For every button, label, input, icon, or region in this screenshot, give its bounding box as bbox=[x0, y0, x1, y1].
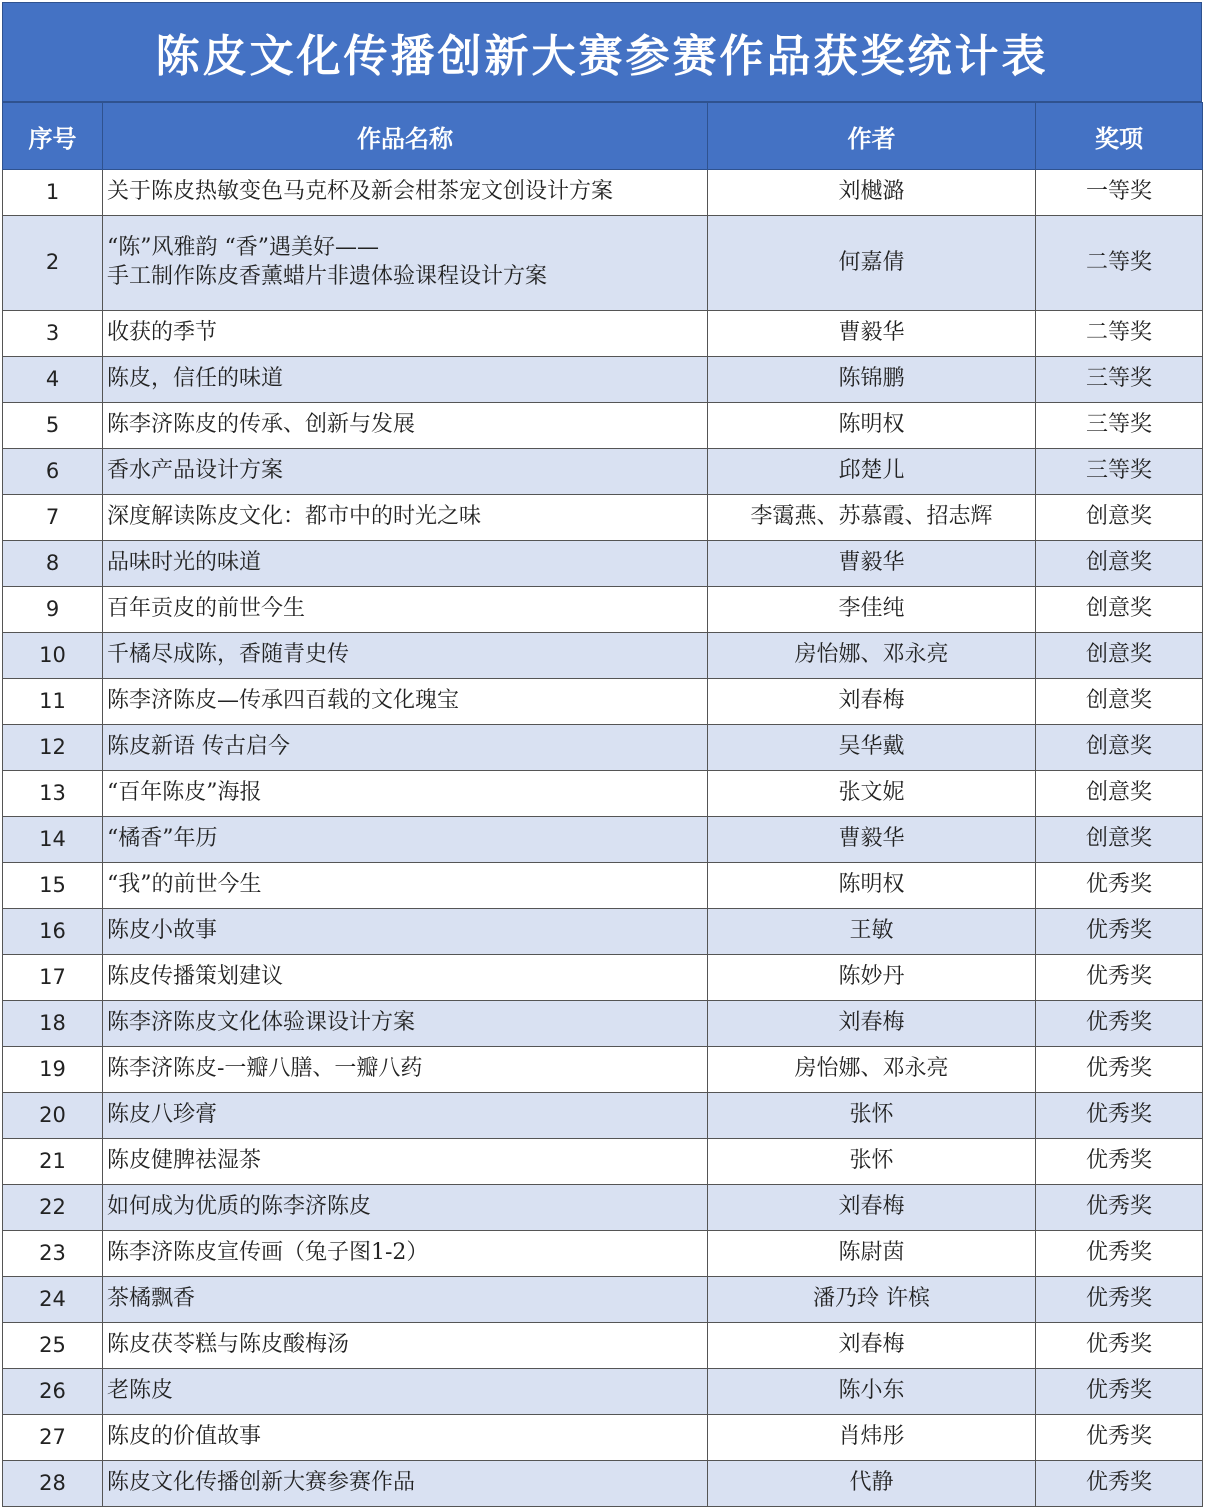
cell-name: “我”的前世今生 bbox=[103, 863, 708, 909]
table-row bbox=[3, 1369, 1203, 1415]
cell-seq: 12 bbox=[3, 725, 103, 771]
cell-author: 刘樾潞 bbox=[708, 170, 1036, 216]
cell-name: 陈皮健脾祛湿茶 bbox=[103, 1139, 708, 1185]
table-row bbox=[3, 909, 1203, 955]
cell-seq: 23 bbox=[3, 1231, 103, 1277]
table-row bbox=[3, 1001, 1203, 1047]
cell-name: 千橘尽成陈，香随青史传 bbox=[103, 633, 708, 679]
cell-author: 李霭燕、苏慕霞、招志辉 bbox=[708, 495, 1036, 541]
cell-seq: 19 bbox=[3, 1047, 103, 1093]
cell-seq: 27 bbox=[3, 1415, 103, 1461]
cell-name: 陈皮茯苓糕与陈皮酸梅汤 bbox=[103, 1323, 708, 1369]
table-row bbox=[3, 863, 1203, 909]
cell-seq: 16 bbox=[3, 909, 103, 955]
cell-author: 曹毅华 bbox=[708, 541, 1036, 587]
cell-seq: 10 bbox=[3, 633, 103, 679]
table-row bbox=[3, 1461, 1203, 1507]
cell-seq: 5 bbox=[3, 403, 103, 449]
cell-award: 创意奖 bbox=[1036, 587, 1203, 633]
cell-seq: 18 bbox=[3, 1001, 103, 1047]
table-row bbox=[3, 1231, 1203, 1277]
cell-name: 陈皮文化传播创新大赛参赛作品 bbox=[103, 1461, 708, 1507]
cell-name: 百年贡皮的前世今生 bbox=[103, 587, 708, 633]
header-row bbox=[3, 103, 1203, 170]
cell-seq: 28 bbox=[3, 1461, 103, 1507]
header-author: 作者 bbox=[708, 103, 1036, 170]
cell-award: 优秀奖 bbox=[1036, 1139, 1203, 1185]
cell-name: 陈李济陈皮宣传画（兔子图1-2） bbox=[103, 1231, 708, 1277]
cell-author: 曹毅华 bbox=[708, 817, 1036, 863]
sheet-title: 陈皮文化传播创新大赛参赛作品获奖统计表 bbox=[2, 2, 1202, 102]
cell-award: 创意奖 bbox=[1036, 725, 1203, 771]
cell-award: 优秀奖 bbox=[1036, 955, 1203, 1001]
table-row bbox=[3, 357, 1203, 403]
table-row bbox=[3, 725, 1203, 771]
cell-seq: 3 bbox=[3, 311, 103, 357]
table-row bbox=[3, 216, 1203, 311]
table-row bbox=[3, 1277, 1203, 1323]
cell-name: 陈皮八珍膏 bbox=[103, 1093, 708, 1139]
cell-name: 关于陈皮热敏变色马克杯及新会柑茶宠文创设计方案 bbox=[103, 170, 708, 216]
table-row bbox=[3, 449, 1203, 495]
cell-seq: 17 bbox=[3, 955, 103, 1001]
cell-seq: 15 bbox=[3, 863, 103, 909]
cell-name: 陈皮新语 传古启今 bbox=[103, 725, 708, 771]
cell-name: 老陈皮 bbox=[103, 1369, 708, 1415]
cell-award: 创意奖 bbox=[1036, 771, 1203, 817]
cell-seq: 7 bbox=[3, 495, 103, 541]
cell-award: 创意奖 bbox=[1036, 817, 1203, 863]
cell-author: 张文妮 bbox=[708, 771, 1036, 817]
cell-name: 收获的季节 bbox=[103, 311, 708, 357]
cell-seq: 24 bbox=[3, 1277, 103, 1323]
cell-name bbox=[103, 216, 708, 311]
cell-author: 代静 bbox=[708, 1461, 1036, 1507]
table-row bbox=[3, 817, 1203, 863]
table-row bbox=[3, 955, 1203, 1001]
cell-name: 如何成为优质的陈李济陈皮 bbox=[103, 1185, 708, 1231]
cell-award: 优秀奖 bbox=[1036, 1323, 1203, 1369]
cell-seq: 25 bbox=[3, 1323, 103, 1369]
cell-author: 刘春梅 bbox=[708, 1185, 1036, 1231]
cell-name: 深度解读陈皮文化：都市中的时光之味 bbox=[103, 495, 708, 541]
cell-seq: 14 bbox=[3, 817, 103, 863]
cell-award: 创意奖 bbox=[1036, 541, 1203, 587]
cell-award: 三等奖 bbox=[1036, 403, 1203, 449]
table-row bbox=[3, 1139, 1203, 1185]
cell-award: 二等奖 bbox=[1036, 311, 1203, 357]
cell-author: 房怡娜、邓永亮 bbox=[708, 1047, 1036, 1093]
table-row bbox=[3, 541, 1203, 587]
cell-seq: 1 bbox=[3, 170, 103, 216]
cell-author: 张怀 bbox=[708, 1139, 1036, 1185]
cell-award: 优秀奖 bbox=[1036, 1093, 1203, 1139]
cell-author: 肖炜彤 bbox=[708, 1415, 1036, 1461]
cell-award: 优秀奖 bbox=[1036, 1369, 1203, 1415]
table-body bbox=[3, 170, 1203, 1507]
header-seq: 序号 bbox=[3, 103, 103, 170]
table-row bbox=[3, 1415, 1203, 1461]
table-row bbox=[3, 771, 1203, 817]
cell-award: 创意奖 bbox=[1036, 679, 1203, 725]
cell-seq: 6 bbox=[3, 449, 103, 495]
cell-author: 陈明权 bbox=[708, 403, 1036, 449]
cell-name: 陈皮传播策划建议 bbox=[103, 955, 708, 1001]
cell-award: 优秀奖 bbox=[1036, 1047, 1203, 1093]
cell-author: 陈明权 bbox=[708, 863, 1036, 909]
cell-author: 吴华戴 bbox=[708, 725, 1036, 771]
cell-award: 二等奖 bbox=[1036, 216, 1203, 311]
cell-award: 优秀奖 bbox=[1036, 863, 1203, 909]
cell-seq: 20 bbox=[3, 1093, 103, 1139]
cell-award: 优秀奖 bbox=[1036, 1185, 1203, 1231]
table-row bbox=[3, 679, 1203, 725]
cell-seq: 4 bbox=[3, 357, 103, 403]
cell-author: 陈妙丹 bbox=[708, 955, 1036, 1001]
cell-author: 陈锦鹏 bbox=[708, 357, 1036, 403]
cell-author: 曹毅华 bbox=[708, 311, 1036, 357]
cell-author: 王敏 bbox=[708, 909, 1036, 955]
cell-name: 香水产品设计方案 bbox=[103, 449, 708, 495]
cell-name: 陈李济陈皮—传承四百载的文化瑰宝 bbox=[103, 679, 708, 725]
cell-award: 创意奖 bbox=[1036, 633, 1203, 679]
cell-author: 陈尉茵 bbox=[708, 1231, 1036, 1277]
cell-award: 优秀奖 bbox=[1036, 909, 1203, 955]
cell-award: 优秀奖 bbox=[1036, 1277, 1203, 1323]
cell-author: 李佳纯 bbox=[708, 587, 1036, 633]
cell-name: 陈李济陈皮的传承、创新与发展 bbox=[103, 403, 708, 449]
cell-name: 陈皮，信任的味道 bbox=[103, 357, 708, 403]
cell-award: 优秀奖 bbox=[1036, 1415, 1203, 1461]
cell-author: 潘乃玲 许槟 bbox=[708, 1277, 1036, 1323]
table-row bbox=[3, 1323, 1203, 1369]
cell-award: 优秀奖 bbox=[1036, 1461, 1203, 1507]
table-row bbox=[3, 633, 1203, 679]
cell-author: 何嘉倩 bbox=[708, 216, 1036, 311]
cell-award: 创意奖 bbox=[1036, 495, 1203, 541]
cell-award: 优秀奖 bbox=[1036, 1001, 1203, 1047]
cell-seq: 26 bbox=[3, 1369, 103, 1415]
cell-author: 房怡娜、邓永亮 bbox=[708, 633, 1036, 679]
cell-name: 陈李济陈皮-一瓣八膳、一瓣八药 bbox=[103, 1047, 708, 1093]
table-row bbox=[3, 403, 1203, 449]
cell-name: 品味时光的味道 bbox=[103, 541, 708, 587]
table-row bbox=[3, 1185, 1203, 1231]
cell-seq: 2 bbox=[3, 216, 103, 311]
cell-author: 刘春梅 bbox=[708, 679, 1036, 725]
cell-author: 陈小东 bbox=[708, 1369, 1036, 1415]
table-row bbox=[3, 1047, 1203, 1093]
table-row bbox=[3, 587, 1203, 633]
header-name: 作品名称 bbox=[103, 103, 708, 170]
cell-award: 优秀奖 bbox=[1036, 1231, 1203, 1277]
cell-author: 张怀 bbox=[708, 1093, 1036, 1139]
cell-name: 陈皮小故事 bbox=[103, 909, 708, 955]
cell-award: 三等奖 bbox=[1036, 357, 1203, 403]
cell-name-line: “陈”风雅韵 “香”遇美好—— bbox=[107, 235, 379, 261]
table-row bbox=[3, 1093, 1203, 1139]
cell-author: 邱楚儿 bbox=[708, 449, 1036, 495]
cell-name: 茶橘飘香 bbox=[103, 1277, 708, 1323]
cell-award: 三等奖 bbox=[1036, 449, 1203, 495]
header-award: 奖项 bbox=[1036, 103, 1203, 170]
cell-seq: 11 bbox=[3, 679, 103, 725]
table-row bbox=[3, 495, 1203, 541]
cell-name: 陈皮的价值故事 bbox=[103, 1415, 708, 1461]
cell-author: 刘春梅 bbox=[708, 1001, 1036, 1047]
cell-award: 一等奖 bbox=[1036, 170, 1203, 216]
cell-seq: 13 bbox=[3, 771, 103, 817]
cell-author: 刘春梅 bbox=[708, 1323, 1036, 1369]
cell-name: “百年陈皮”海报 bbox=[103, 771, 708, 817]
award-sheet bbox=[2, 2, 1202, 1506]
cell-seq: 21 bbox=[3, 1139, 103, 1185]
cell-seq: 8 bbox=[3, 541, 103, 587]
cell-name: “橘香”年历 bbox=[103, 817, 708, 863]
cell-name-line: 手工制作陈皮香薰蜡片非遗体验课程设计方案 bbox=[107, 264, 548, 289]
award-table bbox=[2, 102, 1203, 1507]
table-row bbox=[3, 170, 1203, 216]
table-row bbox=[3, 311, 1203, 357]
cell-seq: 22 bbox=[3, 1185, 103, 1231]
cell-name: 陈李济陈皮文化体验课设计方案 bbox=[103, 1001, 708, 1047]
cell-seq: 9 bbox=[3, 587, 103, 633]
